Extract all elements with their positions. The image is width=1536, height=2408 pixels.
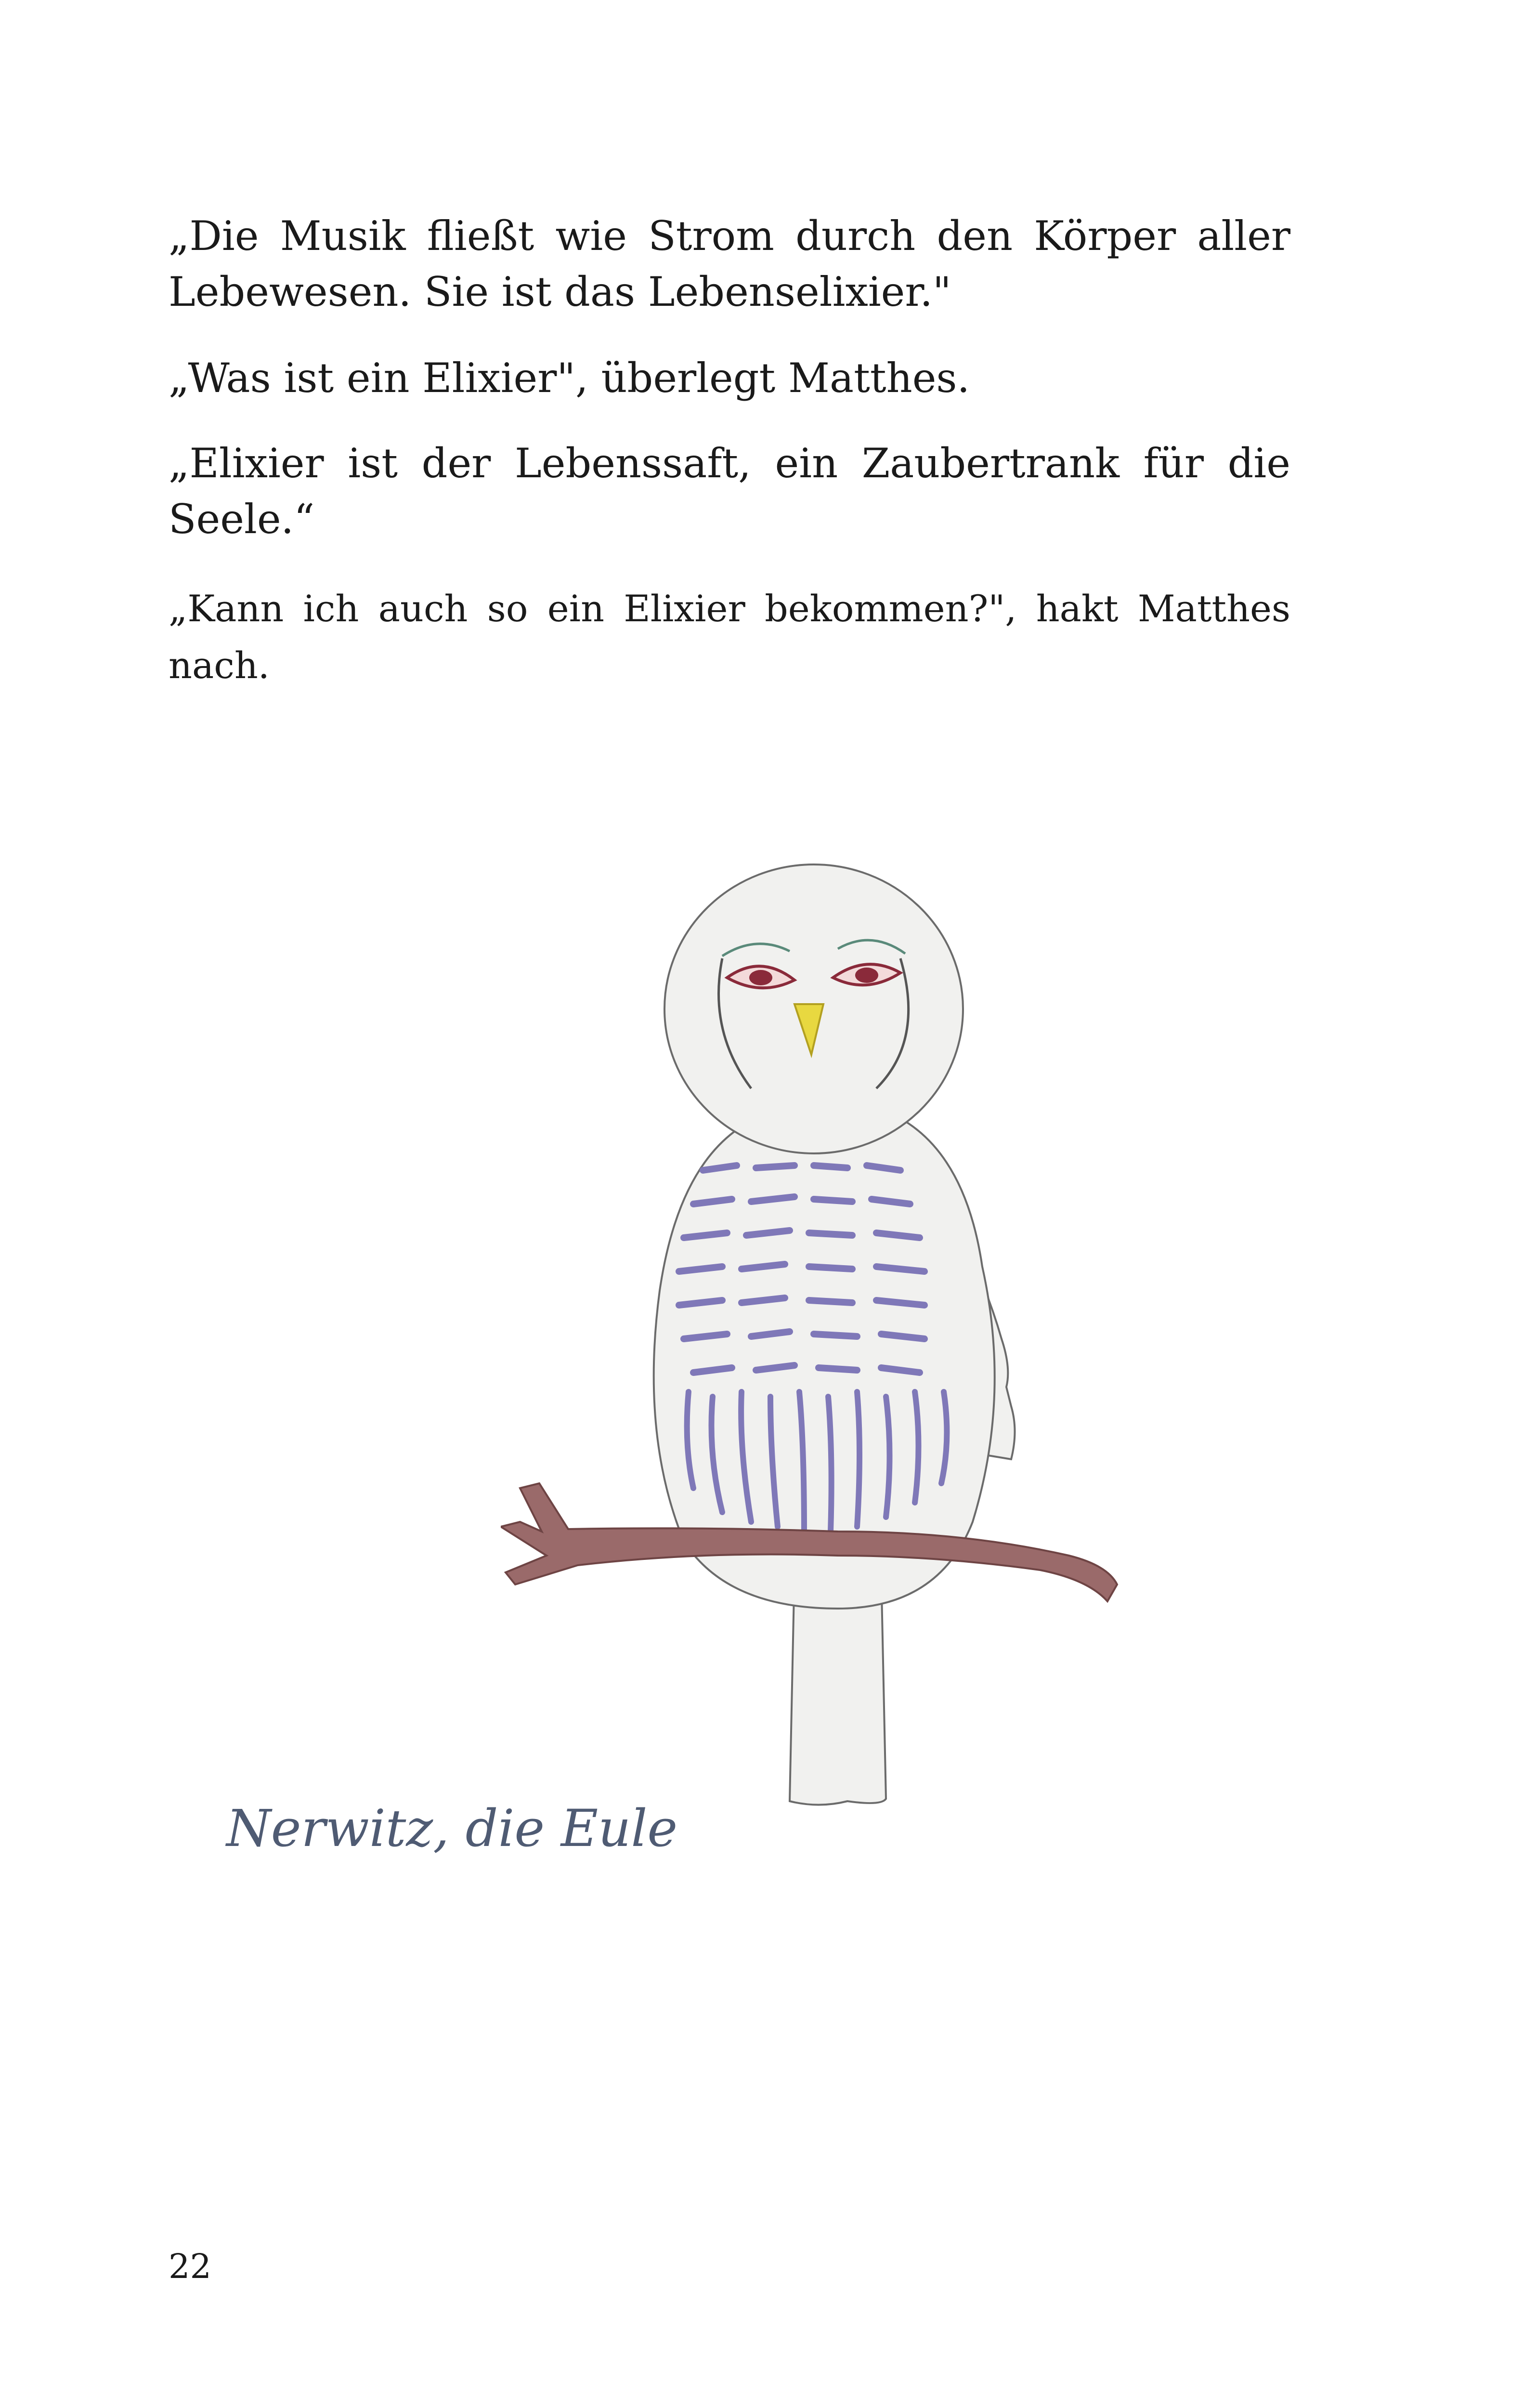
page-number: 22	[169, 2247, 212, 2286]
paragraph: „Kann ich auch so ein Elixier bekommen?", hakt Matthes nach.	[169, 587, 1290, 687]
owl-illustration	[501, 857, 1194, 1878]
paragraph: „Elixier ist der Lebenssaft, ein Zaubertrank für die Seele.“	[169, 440, 1290, 543]
paragraph: „Die Musik fließt wie Strom durch den Körper aller Lebewesen. Sie ist das Lebenselixier."	[169, 212, 1290, 315]
paragraph: „Was ist ein Elixier", überlegt Matthes.	[169, 354, 970, 402]
illustration-caption: Nerwitz, die Eule	[226, 1799, 678, 1858]
